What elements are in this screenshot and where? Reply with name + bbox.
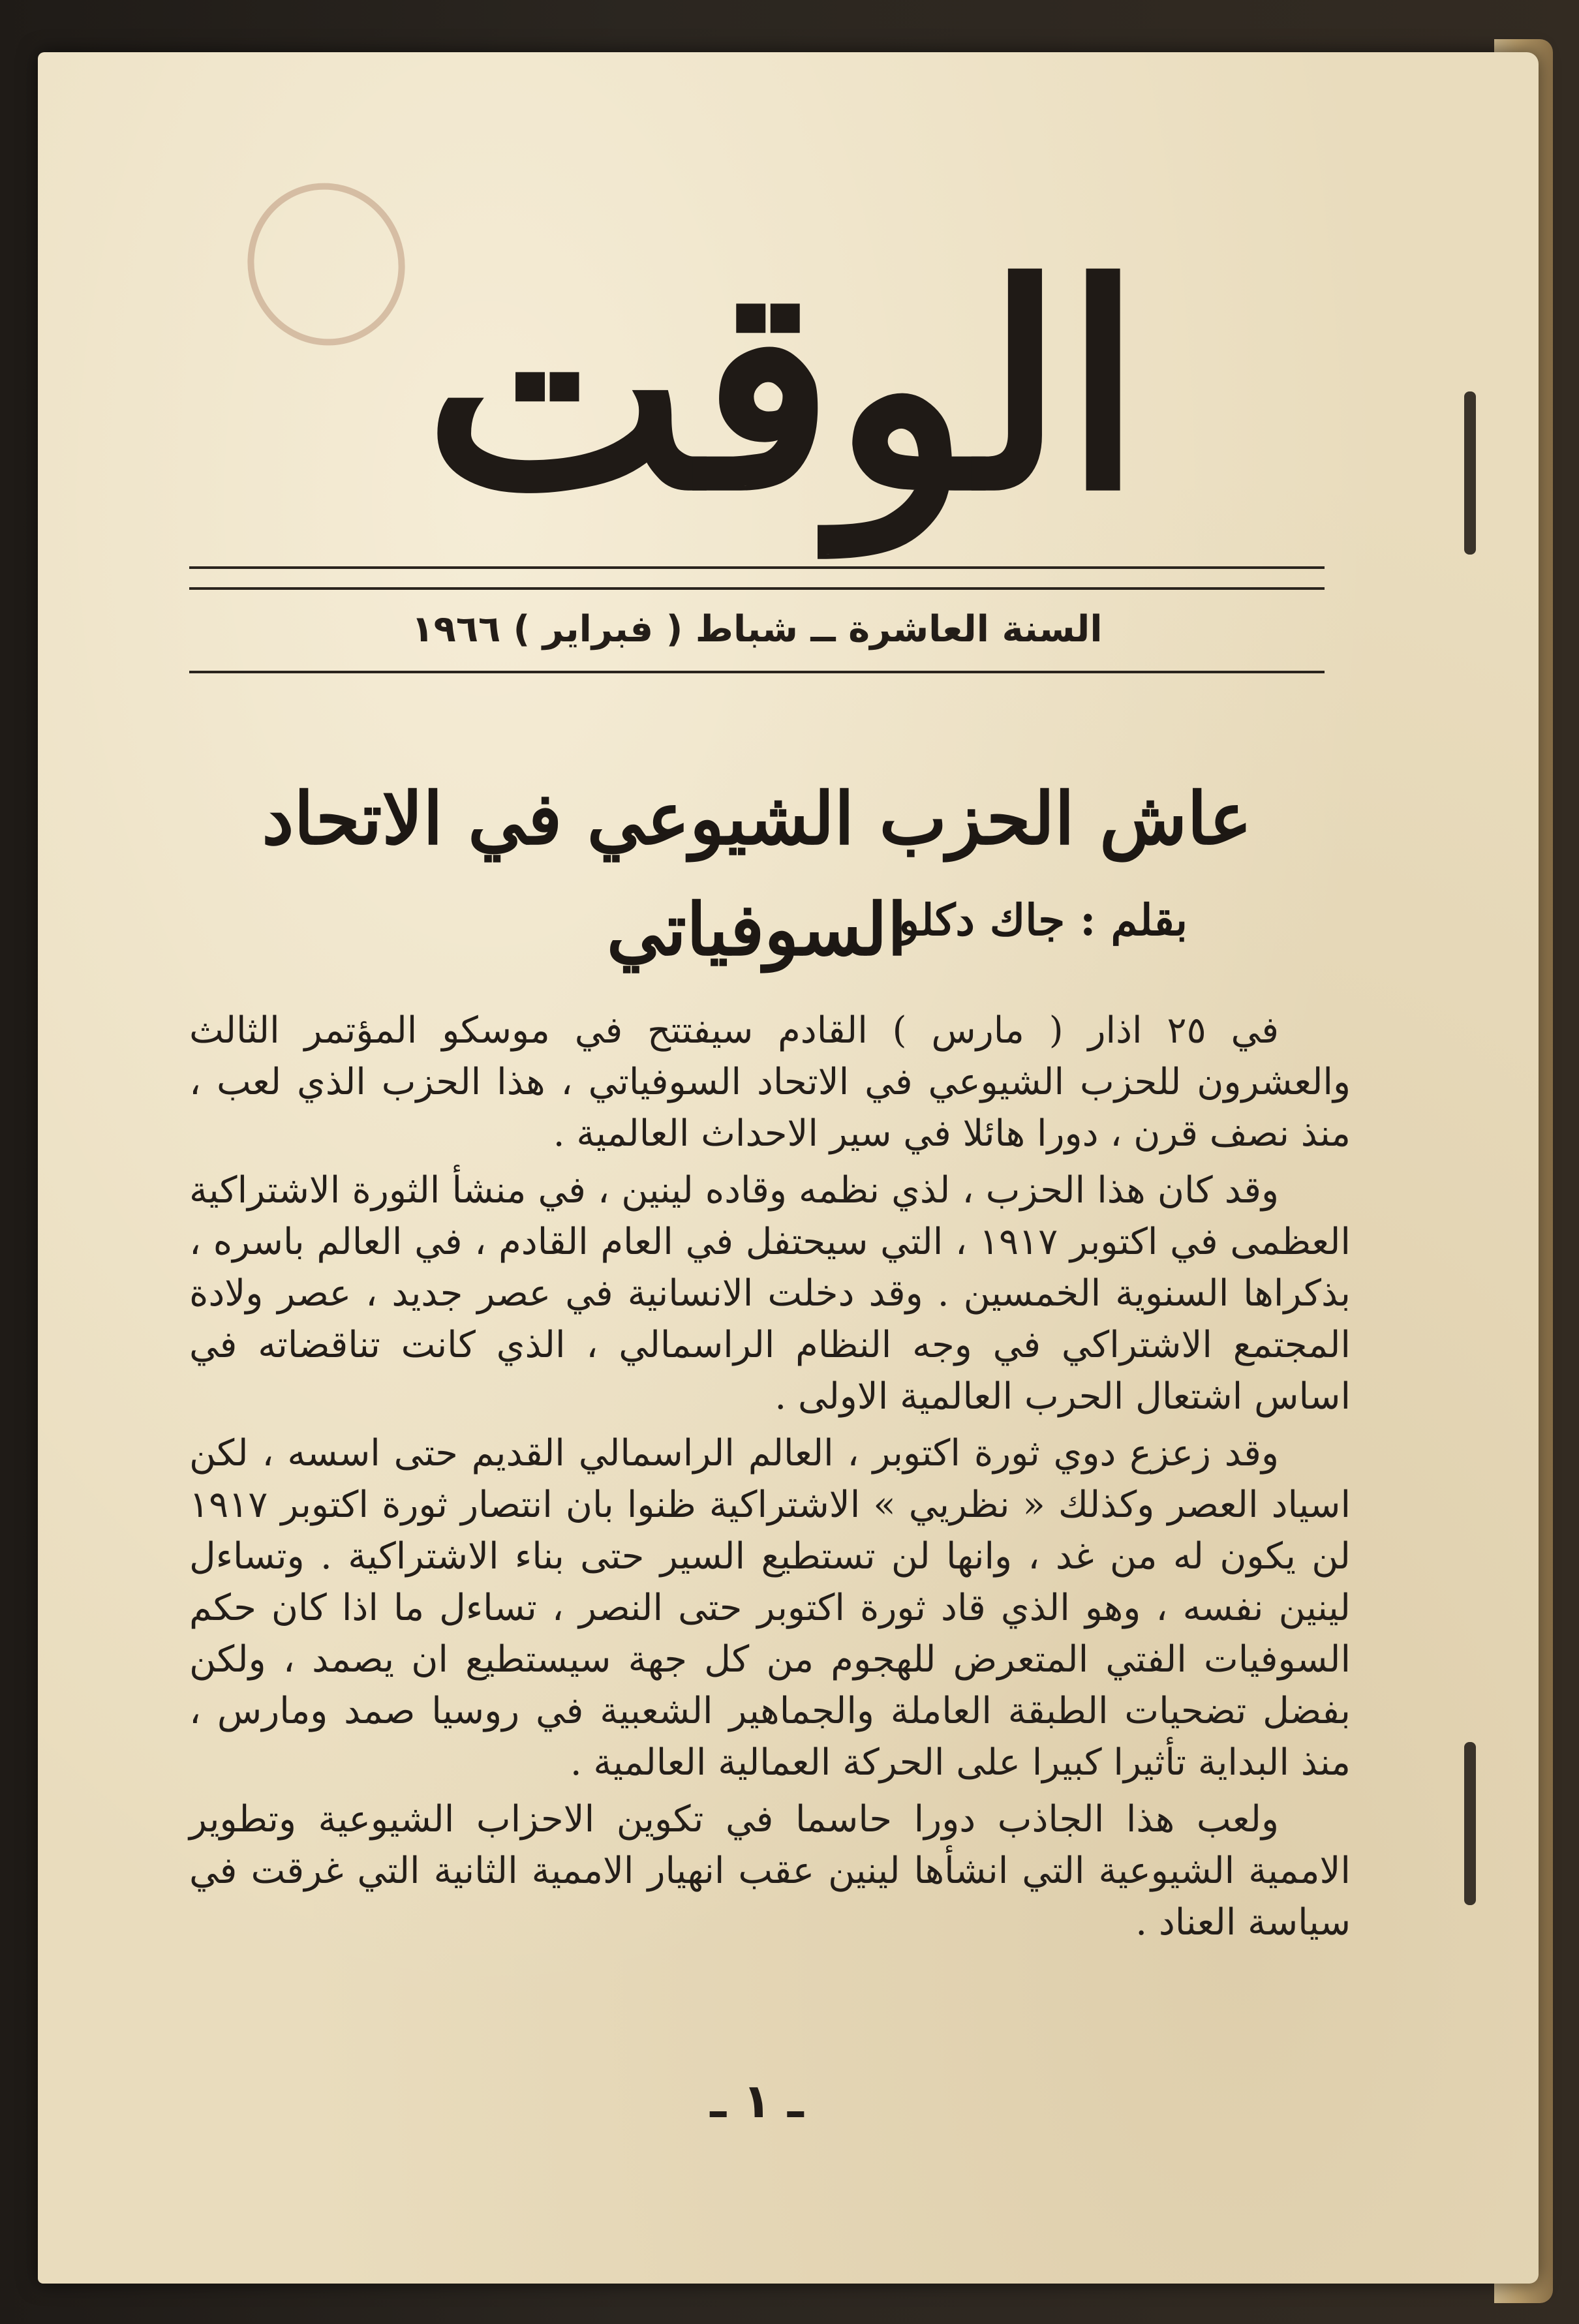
paragraph: وقد زعزع دوي ثورة اكتوبر ، العالم الراسمالي القديم حتى اسسه ، لكن اسياد العصر وكذلك « نظريي » الاشتراكية ظنوا بان انتصار ثورة اكتوبر ١٩١٧ لن يكون له من غد ، وانها لن تستطيع السير حتى بناء الاشتراكية . وتساءل لينين نفسه ، وهو الذي قاد ثورة اكتوبر حتى النصر ، تساءل ما اذا كان حكم السوفيات الفتي المتعرض للهجوم من كل جهة سيستطيع ان يصمد ، ولكن بفضل تضحيات الطبقة العاملة والجماهير الشعبية في روسيا صمد ومارس ، منذ البداية تأثيرا كبيرا على الحركة العمالية العالمية .	[189, 1432, 1351, 1784]
paragraph: وقد كان هذا الحزب ، لذي نظمه وقاده لينين ، في منشأ الثورة الاشتراكية العظمى في اكتوبر ١٩١٧ ، التي سيحتفل في العام القادم ، في العالم باسره ، بذكراها السنوية الخمسين . وقد دخلت الانسانية في عصر جديد ، عصر ولادة المجتمع الاشتراكي في وجه النظام الراسمالي ، الذي كانت تناقضاته في اساس اشتعال الحرب العالمية الاولى .	[189, 1169, 1351, 1418]
article-byline: بقلم : جاك دكلو	[898, 894, 1188, 945]
issue-line: السنة العاشرة ــ شباط ( فبراير ) ١٩٦٦	[411, 608, 1103, 650]
paragraph: ولعب هذا الجاذب دورا حاسما في تكوين الاحزاب الشيوعية وتطوير الاممية الشيوعية التي انشأها لينين عقب انهيار الاممية الثانية التي غرقت في سياسة العناد .	[189, 1798, 1351, 1944]
article-body	[189, 1005, 1351, 2088]
rule-bottom	[189, 671, 1325, 673]
rule-top-inner	[189, 587, 1325, 590]
paragraph: في ٢٥ اذار ( مارس ) القادم سيفتتح في موسكو المؤتمر الثالث والعشرون للحزب الشيوعي في الاتحاد السوفياتي ، هذا الحزب الذي لعب ، منذ نصف قرن ، دورا هائلا في سير الاحداث العالمية .	[189, 1009, 1351, 1155]
staple-bottom	[1464, 1742, 1476, 1905]
article-title: عاش الحزب الشيوعي في الاتحاد السوفياتي	[262, 776, 1252, 971]
page-number: ـ ١ ـ	[710, 2073, 804, 2128]
masthead-title: الوقت	[423, 223, 1142, 553]
rule-top	[189, 566, 1325, 569]
staple-top	[1464, 391, 1476, 555]
